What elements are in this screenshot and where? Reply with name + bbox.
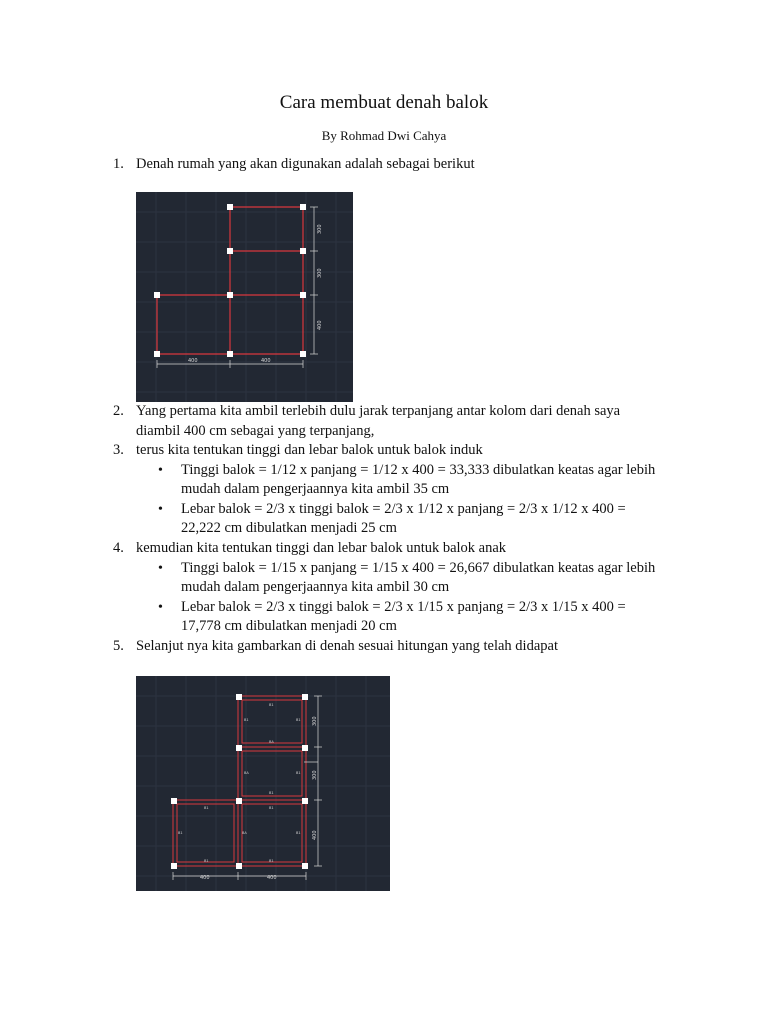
column-markers [171,694,308,869]
beam-tag: B1 [244,718,249,722]
dim-v2: 300 [317,268,323,278]
item-4-text: kemudian kita tentukan tinggi dan lebar balok untuk balok anak [136,540,507,556]
beam-tag: BA [269,740,274,744]
item-1-text: Denah rumah yang akan digunakan adalah sebagai berikut [136,156,475,172]
beam-tag: B1 [296,831,301,835]
dim-h2: 400 [267,875,277,881]
item-4-number: 4. [113,540,124,556]
beam-tag: B1 [178,831,183,835]
beam-tag: B1 [204,859,209,863]
beam-double-lines [173,696,306,866]
item-3-bullet-1-line-1: Tinggi balok = 1/12 x panjang = 1/12 x 400 = 33,333 dibulatkan keatas agar lebih [181,461,656,478]
item-4-bullet-1-line-2: mudah dalam pengerjaannya kita ambil 30 cm [181,579,450,595]
item-3-number: 3. [113,442,124,458]
item-5-number: 5. [113,638,124,654]
item-3-bullet-1-glyph: • [158,462,163,478]
beam-tag: B1 [269,859,274,863]
item-3-bullet-2-line-1: Lebar balok = 2/3 x tinggi balok = 2/3 x 1/12 x panjang = 2/3 x 1/12 x 400 = [181,500,626,517]
beam-tag: B1 [204,806,209,810]
dim-h1: 400 [188,358,198,364]
item-4-bullet-2-line-2: 17,778 cm dibulatkan menjadi 20 cm [181,618,397,634]
dim-h1: 400 [200,875,210,881]
document-title: Cara membuat denah balok [279,92,489,113]
beam-tag: B1 [269,806,274,810]
dim-v3: 400 [312,830,318,840]
beam-tag: BA [244,771,249,775]
item-5-text: Selanjut nya kita gambarkan di denah sesuai hitungan yang telah didapat [136,638,558,654]
dim-v1: 300 [312,716,318,726]
beam-tag: BA [242,831,247,835]
dim-v3: 400 [317,320,323,330]
dim-v1: 300 [317,224,323,234]
beam-tag: B1 [269,703,274,707]
item-3-text: terus kita tentukan tinggi dan lebar balok untuk balok induk [136,442,483,458]
item-2-text-line-2: diambil 400 cm sebagai yang terpanjang, [136,422,375,439]
dim-h2: 400 [261,358,271,364]
beam-tag: B1 [296,718,301,722]
item-4-bullet-1-line-1: Tinggi balok = 1/15 x panjang = 1/15 x 400 = 26,667 dibulatkan keatas agar lebih [181,559,656,576]
item-4-bullet-1-glyph: • [158,560,163,576]
dim-v2: 300 [312,770,318,780]
item-2-text-line-1: Yang pertama kita ambil terlebih dulu jarak terpanjang antar kolom dari denah saya [136,403,621,419]
item-2-number: 2. [113,403,124,419]
beam-tag: B1 [296,771,301,775]
item-4-bullet-2-glyph: • [158,599,163,615]
floor-plan-image-1 [136,192,353,402]
floor-plan-image-2 [136,676,390,891]
beam-tag: B1 [269,791,274,795]
item-4-bullet-2-line-1: Lebar balok = 2/3 x tinggi balok = 2/3 x 1/15 x panjang = 2/3 x 1/15 x 400 = [181,598,626,615]
item-1-number: 1. [113,156,124,172]
document-author: By Rohmad Dwi Cahya [321,128,447,143]
item-3-bullet-2-line-2: 22,222 cm dibulatkan menjadi 25 cm [181,520,397,536]
item-3-bullet-1-line-2: mudah dalam pengerjaannya kita ambil 35 cm [181,481,450,497]
item-3-bullet-2-glyph: • [158,501,163,517]
